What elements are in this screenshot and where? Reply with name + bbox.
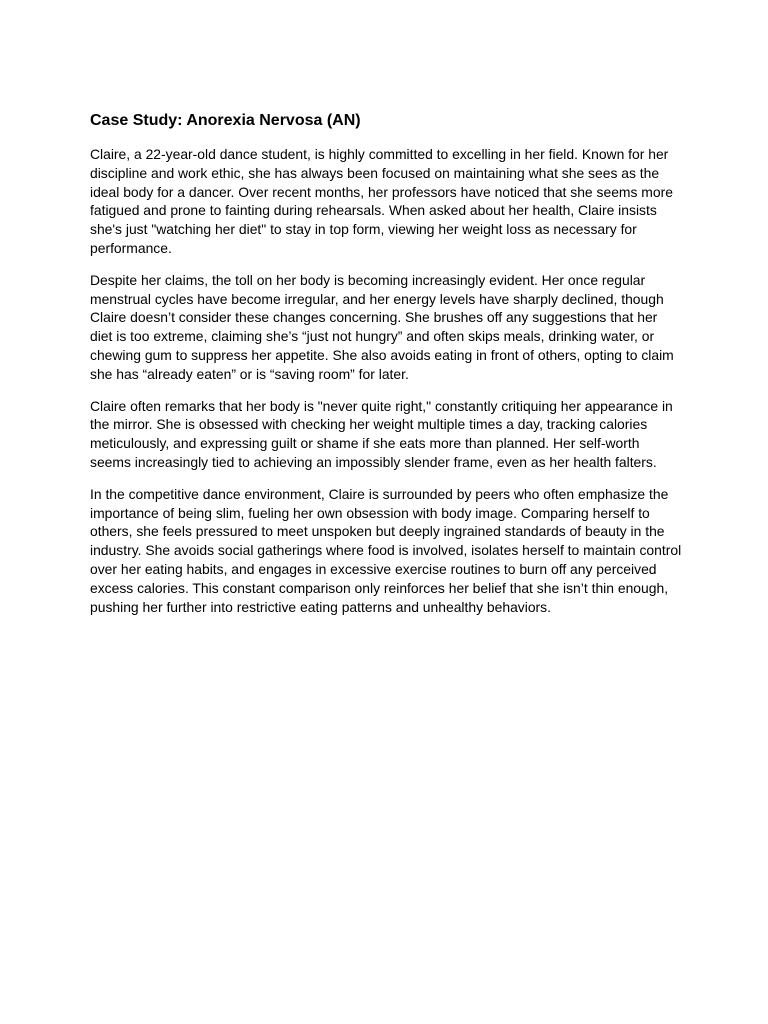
paragraph-intro: Claire, a 22-year-old dance student, is highly committed to excelling in her field. Known for her discipline and work ethic, she has always been focused on maintaining what she sees as the ideal body for a dancer. Over recent months, her professors have noticed that she seems more fatigued and prone to fainting during rehearsals. When asked about her health, Claire insists she's just "watching her diet" to stay in top form, viewing her weight loss as necessary for performance.	[90, 146, 673, 256]
document-title: Case Study: Anorexia Nervosa (AN)	[90, 112, 361, 129]
paragraph-body-image: Claire often remarks that her body is "never quite right," constantly critiquing her appearance in the mirror. She is obsessed with checking her weight multiple times a day, tracking calories meticulously, and expressing guilt or shame if she eats more than planned. Her self-worth seems increasingly tied to achieving an impossibly slender frame, even as her health falters.	[90, 397, 673, 470]
paragraph-physical-toll: Despite her claims, the toll on her body is becoming increasingly evident. Her once regular menstrual cycles have become irregular, and her energy levels have sharply declined, though Claire doesn’t consider these changes concerning. She brushes off any suggestions that her diet is too extreme, claiming she’s “just not hungry” and often skips meals, drinking water, or chewing gum to suppress her appetite. She also avoids eating in front of others, opting to claim she has “already eaten” or is “saving room” for later.	[90, 271, 674, 382]
paragraph-environment: In the competitive dance environment, Claire is surrounded by peers who often emphasize the importance of being slim, fueling her own obsession with body image. Comparing herself to others, she feels pressured to meet unspoken but deeply ingrained standards of beauty in the industry. She avoids social gatherings where food is involved, isolates herself to maintain control over her eating habits, and engages in excessive exercise routines to burn off any perceived excess calories. This constant comparison only reinforces her belief that she isn’t thin enough, pushing her further into restrictive eating patterns and unhealthy behaviors.	[90, 485, 682, 615]
document-body	[90, 110, 682, 629]
